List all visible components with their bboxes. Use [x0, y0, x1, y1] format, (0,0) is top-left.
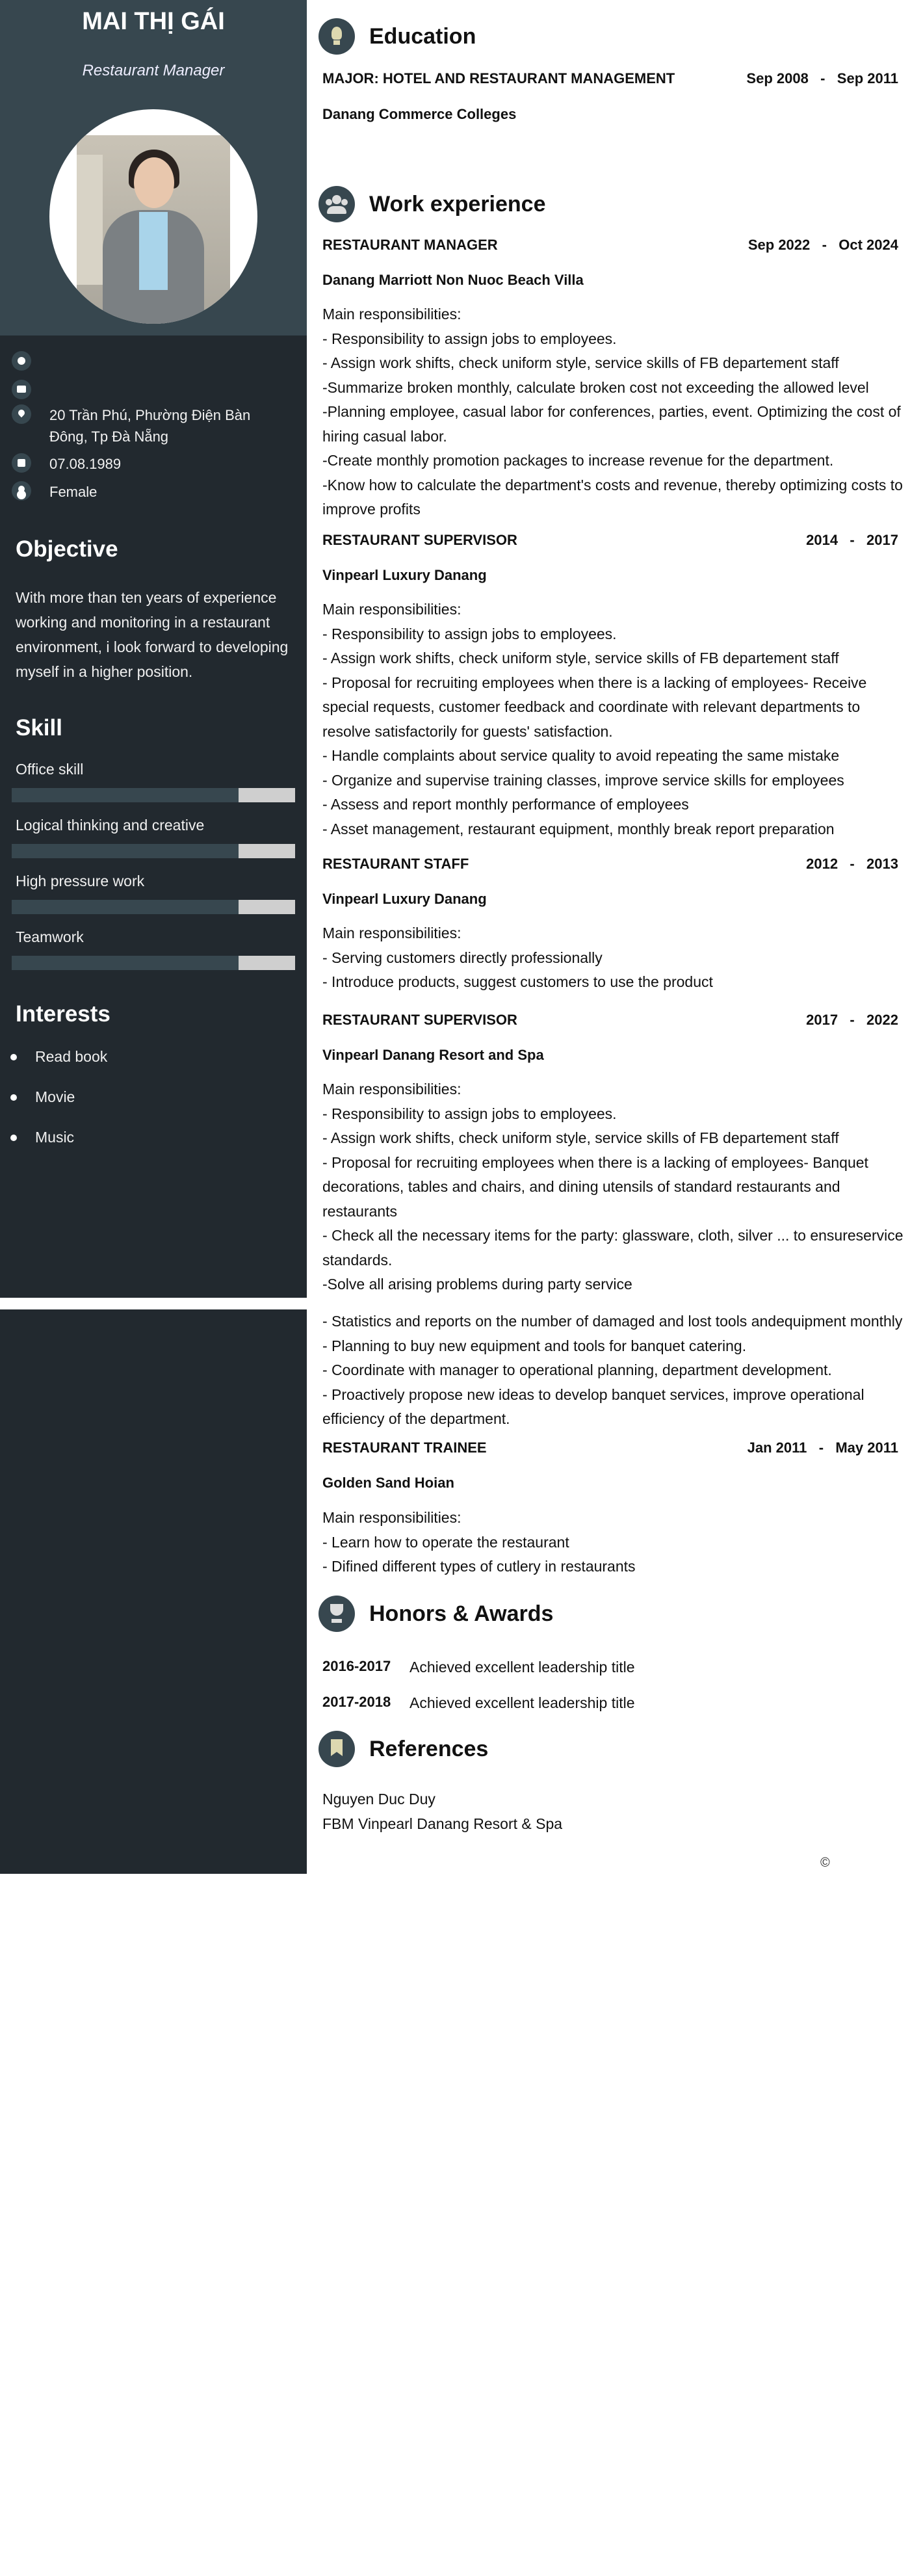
- skill-bar: [12, 956, 295, 970]
- main-column: [307, 0, 910, 1298]
- awards-heading: [318, 1596, 553, 1632]
- job-title: RESTAURANT MANAGER: [322, 237, 498, 253]
- cv-page-2: [0, 1309, 910, 1874]
- candidate-name: MAI THỊ GÁI: [82, 8, 225, 35]
- job-title: RESTAURANT SUPERVISOR: [322, 532, 517, 548]
- job-org: Danang Marriott Non Nuoc Beach Villa: [322, 272, 584, 288]
- address-text: 20 Trần Phú, Phường Điện Bàn Đông, Tp Đà Nẵng: [49, 407, 251, 445]
- user-icon: [12, 481, 31, 501]
- award-year: 2017-2018: [322, 1694, 391, 1710]
- objective-title: Objective: [16, 536, 118, 562]
- skill-title: Skill: [16, 715, 62, 741]
- interest-item: Movie: [10, 1088, 75, 1106]
- education-major: MAJOR: HOTEL AND RESTAURANT MANAGEMENT: [322, 70, 675, 86]
- trophy-icon: [318, 1596, 355, 1632]
- education-title: Education: [369, 23, 476, 49]
- reference-name: Nguyen Duc Duy: [322, 1791, 436, 1807]
- job-org: Golden Sand Hoian: [322, 1475, 454, 1491]
- job-title: RESTAURANT STAFF: [322, 856, 469, 872]
- job-date: 2014 - 2017: [806, 532, 898, 548]
- job-description: Main responsibilities: - Responsibility to assign jobs to employees. - Assign work shifts, check uniform style, service skills of FB departement staff -Summarize broken monthly, calculate broken cost not exceeding the allowed level -Planning employee, casual labor for conferences, parties, event. Optimizing the cost of hiring casual labor. -Create monthly promotion packages to increase revenue for the department. -Know how to calculate the department's costs and revenue, thereby optimizing costs to improve profits: [322, 306, 903, 518]
- job-date: 2017 - 2022: [806, 1012, 898, 1028]
- avatar-photo: [77, 135, 230, 324]
- calendar-icon: [12, 453, 31, 473]
- job-description: Main responsibilities: - Learn how to operate the restaurant - Difined different types of cutlery in restaurants: [322, 1509, 636, 1575]
- lightbulb-icon: [318, 18, 355, 55]
- references-heading: [318, 1731, 488, 1767]
- job-title: RESTAURANT SUPERVISOR: [322, 1012, 517, 1028]
- skill-label: High pressure work: [16, 873, 145, 889]
- job-org: Vinpearl Luxury Danang: [322, 891, 487, 907]
- sidebar-continued: [0, 1309, 307, 1874]
- contact-address: [12, 404, 270, 447]
- location-pin-icon: [12, 404, 31, 424]
- phone-icon: [12, 351, 31, 371]
- bookmark-icon: [318, 1731, 355, 1767]
- job-title: RESTAURANT TRAINEE: [322, 1439, 487, 1456]
- education-date: Sep 2008 - Sep 2011: [746, 70, 898, 86]
- people-group-icon: [318, 186, 355, 222]
- job-date: 2012 - 2013: [806, 856, 898, 872]
- contact-birthday: [12, 453, 270, 475]
- award-text: Achieved excellent leadership title: [410, 1694, 635, 1711]
- avatar: [49, 109, 257, 324]
- references-title: References: [369, 1736, 489, 1761]
- main-column-continued: [307, 1309, 910, 1874]
- awards-title: Honors & Awards: [369, 1601, 554, 1626]
- job-description-continued: - Statistics and reports on the number of damaged and lost tools andequipment monthly - Planning to buy new equipment and tools for banquet catering. - Coordinate with manager to operational planning, department development. - Proactively propose new ideas to develop banquet services, improve operational efficiency of the department.: [322, 1313, 903, 1427]
- contact-email: [12, 380, 270, 399]
- sidebar: [0, 0, 307, 1298]
- interest-item: Music: [10, 1129, 74, 1146]
- birthday-text: 07.08.1989: [49, 456, 122, 472]
- job-org: Vinpearl Luxury Danang: [322, 567, 487, 583]
- objective-text: With more than ten years of experience working and monitoring in a restaurant environment, i look forward to developing myself in a higher position.: [16, 589, 289, 680]
- skill-bar: [12, 788, 295, 802]
- skill-label: Logical thinking and creative: [16, 817, 205, 834]
- email-icon: [12, 380, 31, 399]
- skill-label: Office skill: [16, 761, 84, 778]
- reference-position: FBM Vinpearl Danang Resort & Spa: [322, 1815, 563, 1832]
- skill-label: Teamwork: [16, 928, 84, 945]
- job-date: Sep 2022 - Oct 2024: [748, 237, 898, 253]
- gender-text: Female: [49, 484, 98, 500]
- copyright-mark: ©: [820, 1856, 830, 1870]
- job-description: Main responsibilities: - Responsibility to assign jobs to employees. - Assign work shifts, check uniform style, service skills of FB departement staff - Proposal for recruiting employees when there is a lacking of employees- Receive special requests, customer feedback and coordinate with relevant departments to resolve satisfactorily for guests' satisfaction. - Handle complaints about service quality to avoid repeating the same mistake - Organize and supervise training classes, improve service skills for employees - Assess and report monthly performance of employees - Asset management, restaurant equipment, monthly break report preparation: [322, 601, 867, 837]
- interest-item: Read book: [10, 1048, 107, 1066]
- award-text: Achieved excellent leadership title: [410, 1659, 635, 1676]
- skill-bar: [12, 900, 295, 914]
- work-heading: [318, 186, 546, 222]
- award-year: 2016-2017: [322, 1658, 391, 1674]
- candidate-role: Restaurant Manager: [82, 62, 225, 79]
- interests-title: Interests: [16, 1001, 110, 1027]
- sidebar-header: [0, 0, 307, 335]
- education-heading: [318, 18, 476, 55]
- job-description: Main responsibilities: - Serving customers directly professionally - Introduce products, suggest customers to use the product: [322, 925, 713, 990]
- job-org: Vinpearl Danang Resort and Spa: [322, 1047, 544, 1063]
- contact-phone: [12, 351, 270, 371]
- job-date: Jan 2011 - May 2011: [747, 1439, 898, 1456]
- page-gap: [0, 1298, 910, 1309]
- education-school: Danang Commerce Colleges: [322, 106, 517, 122]
- contact-gender: [12, 481, 270, 503]
- job-description: Main responsibilities: - Responsibility to assign jobs to employees. - Assign work shifts, check uniform style, service skills of FB departement staff - Proposal for recruiting employees when there is a lacking of employees- Banquet decorations, tables and chairs, and dining utensils of standard restaurants and restaurants - Check all the necessary items for the party: glassware, cloth, silver ... to ensureservice standards. -Solve all arising problems during party service: [322, 1081, 904, 1293]
- work-title: Work experience: [369, 191, 546, 217]
- skill-bar: [12, 844, 295, 858]
